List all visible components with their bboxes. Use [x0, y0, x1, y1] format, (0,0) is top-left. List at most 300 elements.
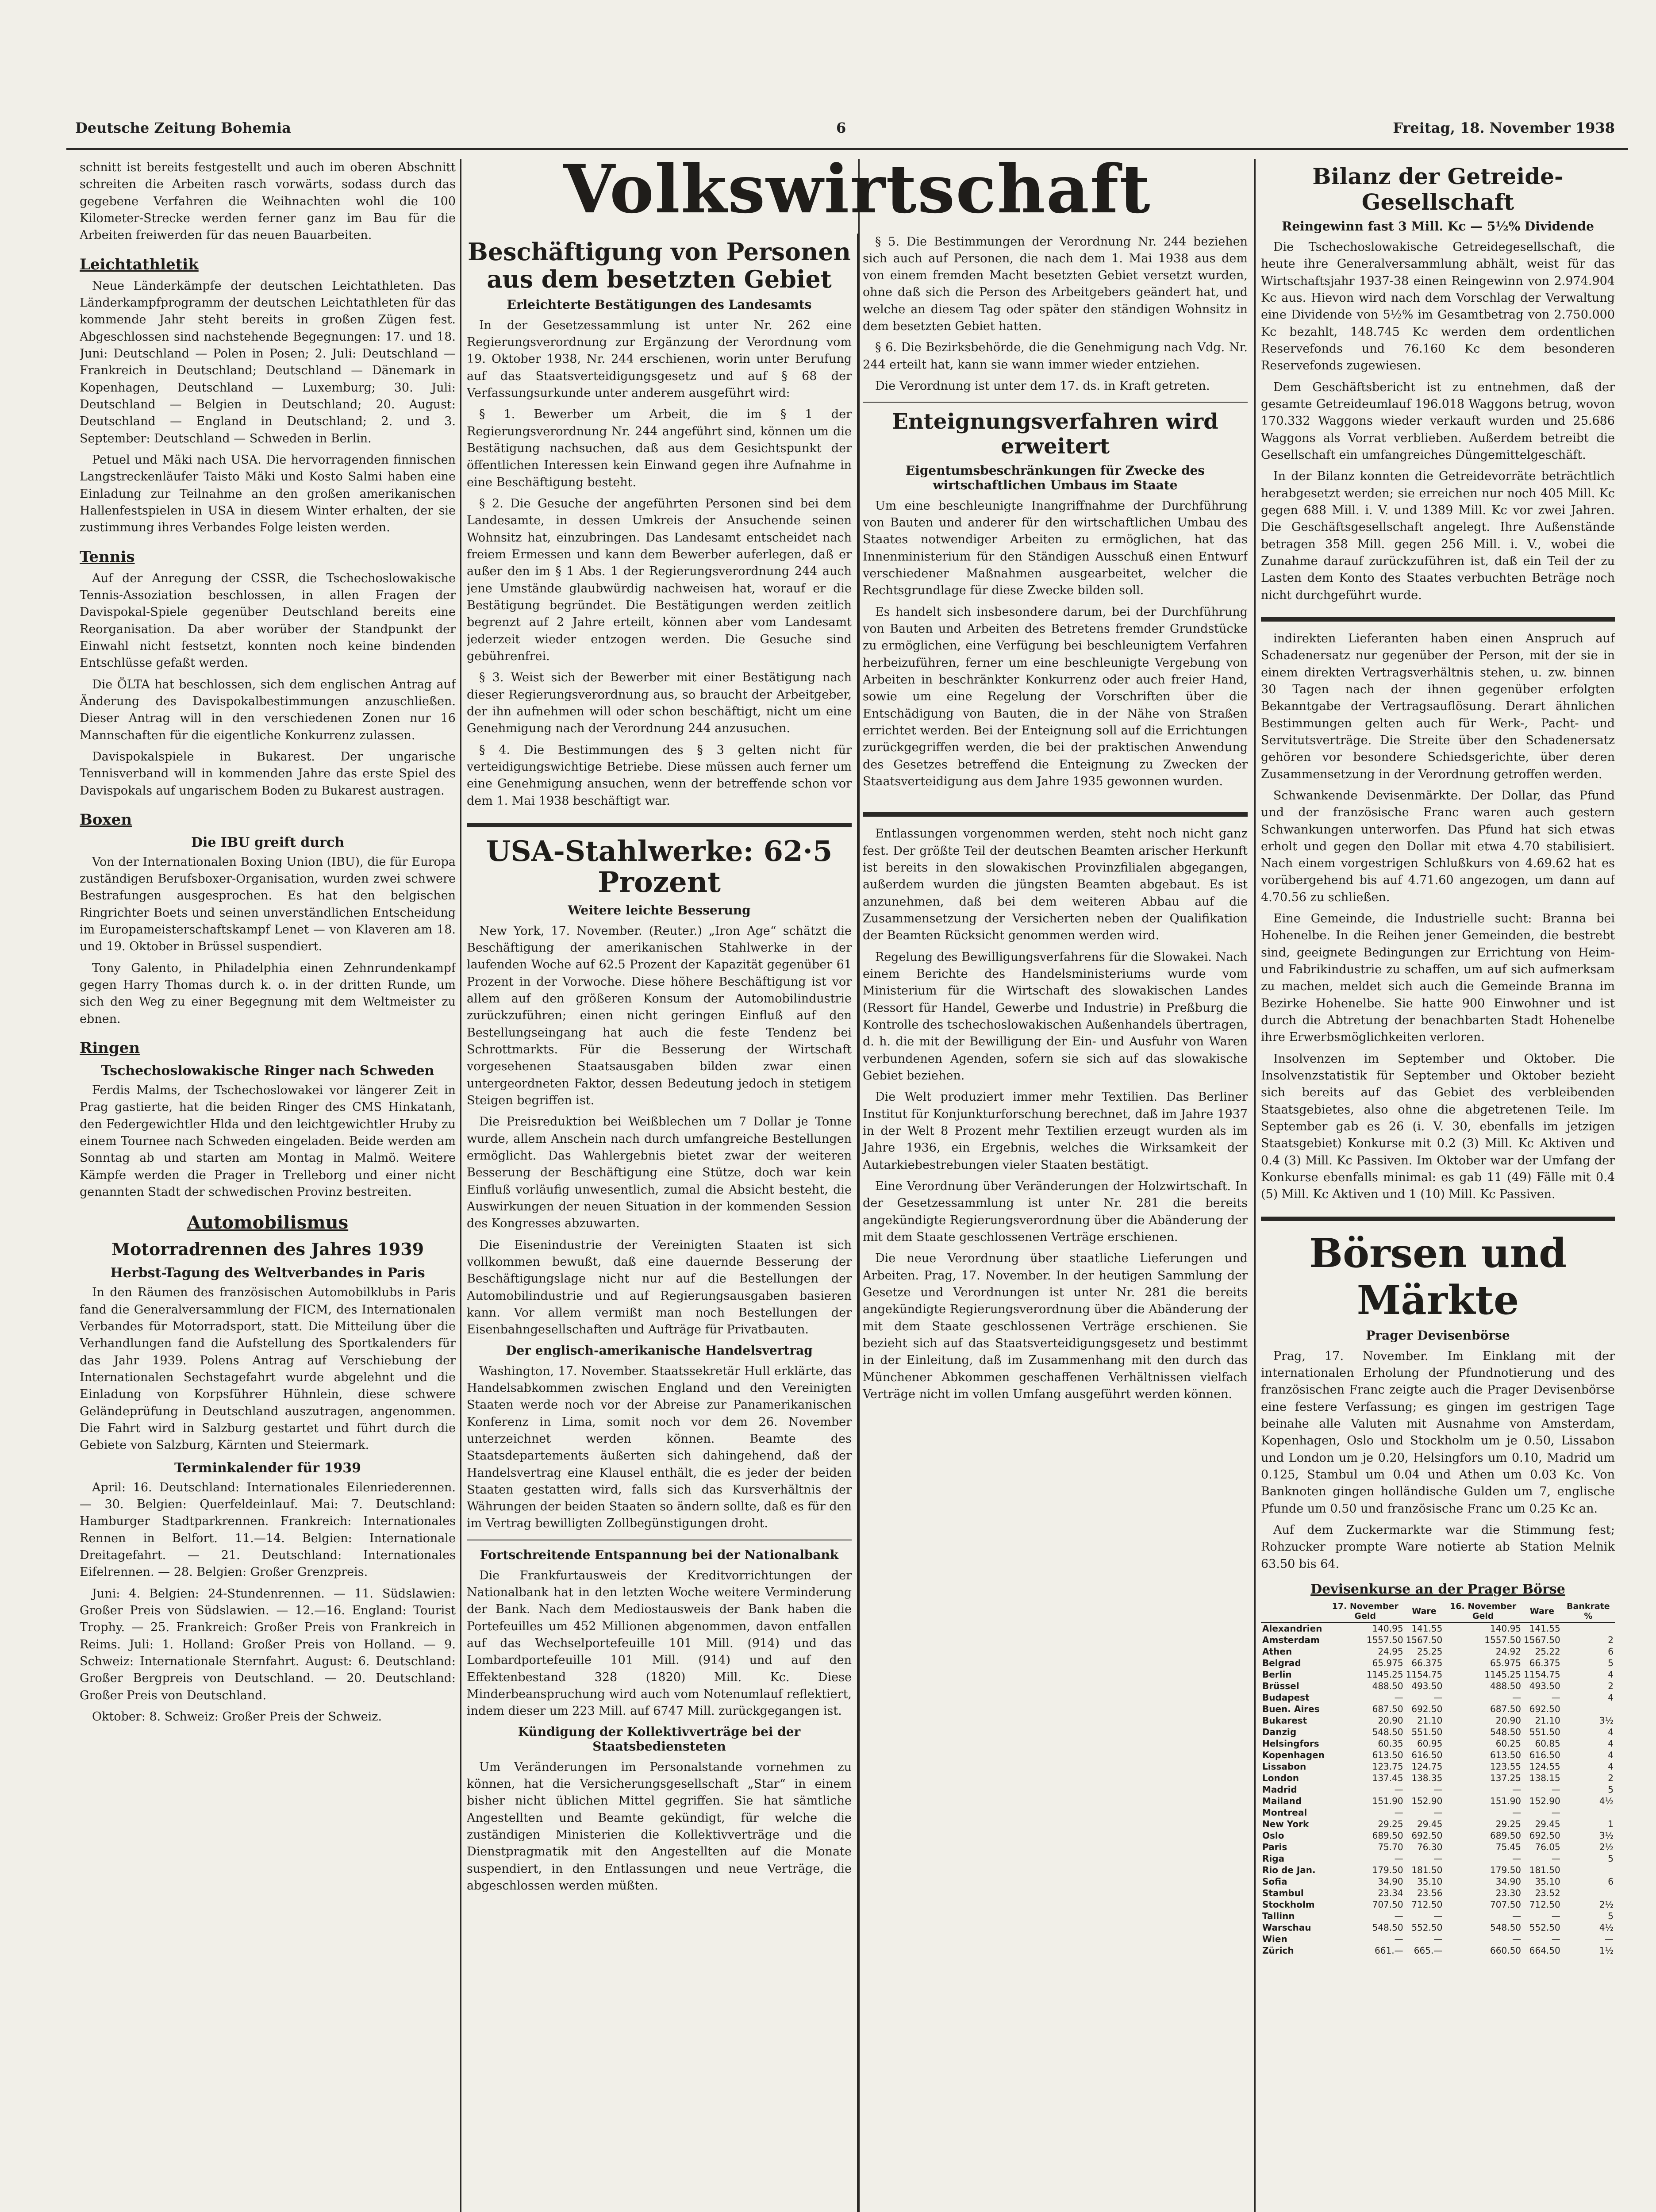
fx-cell: —	[1394, 1784, 1403, 1795]
fx-row	[1261, 1910, 1615, 1922]
article-subtitle: Weitere leichte Besserung	[568, 902, 751, 918]
fx-cell: 20.90	[1495, 1715, 1522, 1726]
fx-cell: —	[1512, 1933, 1522, 1944]
fx-cell: 6	[1608, 1876, 1614, 1887]
paragraph: § 6. Die Bezirksbehörde, die die Genehmigung nach Vdg. Nr. 244 erteilt hat, kann sie wann immer wieder entziehen.	[863, 341, 1248, 372]
fx-cell: Berlin	[1262, 1669, 1292, 1680]
fx-row	[1261, 1945, 1615, 1956]
fx-cell: 616.50	[1529, 1749, 1560, 1760]
fx-cell: 6	[1608, 1646, 1614, 1657]
fx-row	[1261, 1807, 1615, 1818]
fx-table	[1261, 1601, 1615, 1956]
fx-cell: 4	[1608, 1692, 1614, 1703]
fx-cell: —	[1512, 1692, 1522, 1703]
fx-cell: 140.95	[1372, 1623, 1403, 1634]
paragraph: indirekten Lieferanten haben einen Anspruch auf Schadenersatz nur gegenüber der Person, mit der sie in einem direkten Vertragsverhältnis stehen, u. zw. binnen 30 Tagen nach der ihnen gegenüber erfolgten Bekanntgabe der Vertragsauflösung. Derart ähnlichen Bestimmungen gelten auch für Werk-, Pacht- und Servitutsverträge. Die Streite über den Schadenersatz gehören vor besondere Schiedsgerichte, über deren Zusammensetzung in der Verordnung getroffen werden.	[1261, 631, 1615, 781]
fx-cell: 66.375	[1529, 1657, 1560, 1668]
fx-cell: 60.35	[1378, 1738, 1403, 1749]
paragraph: In der Gesetzessammlung ist unter Nr. 262 eine Regierungsverordnung zur Ergänzung der Verordnung vom 19. Oktober 1938, Nr. 244 erschienen, worin unter Berufung auf das Staatsverteidigungsgesetz und auf § 68 der Verfassungsurkunde unter anderem ausgeführt wird:	[467, 318, 852, 400]
fx-cell: 664.50	[1529, 1945, 1560, 1956]
fx-cell: 151.90	[1490, 1795, 1522, 1806]
fx-row	[1261, 1646, 1615, 1657]
fx-cell: 181.50	[1411, 1864, 1443, 1875]
sub-head: Tschechoslowakische Ringer nach Schweden	[101, 1063, 434, 1079]
sub-head: Motorradrennen des Jahres 1939	[111, 1239, 424, 1260]
paragraph: § 2. Die Gesuche der angeführten Personen sind bei dem Landesamte, in dessen Umkreis der Ansuchende seinen Wohnsitz hat, einzubringen. Das Landesamt entscheidet nach freiem Ermessen und kann dem Bewerber auferlegen, daß er außer den im § 1 Abs. 1 der Regierungsverordnung 244 auch jene Umstände glaubwürdig nachweisen hat, worauf er die Bestätigung begründet. Die Bestätigungen werden zeitlich begrenzt auf 2 Jahre erteilt, können aber vom Landesamt jederzeit wieder entzogen werden. Die Gesuche sind gebührenfrei.	[467, 496, 852, 663]
fx-cell: 1½	[1599, 1945, 1614, 1956]
fx-cell: Buen. Aires	[1262, 1703, 1320, 1714]
fx-row	[1261, 1876, 1615, 1887]
paragraph: Von der Internationalen Boxing Union (IBU), die für Europa zuständigen Berufsboxer-Organisation, wurden zwei schwere Bestrafungen ausgesprochen. Es hat den belgischen Ringrichter Boets und seinen unverständlichen Entscheidung im Europameisterschaftskampf Lenet — von Klaveren am 18. und 19. Oktober in Brüssel suspendiert.	[80, 855, 456, 954]
paragraph: Neue Länderkämpfe der deutschen Leichtathleten. Das Länderkampfprogramm der deutschen Leichtathleten für das kommende Jahr steht bereits in großen Zügen fest. Abgeschlossen sind nachstehende Begegnungen: 17. und 18. Juni: Deutschland — Polen in Posen; 2. Juli: Deutschland — Frankreich in Deutschland; Deutschland — Dänemark in Kopenhagen, Deutschland — Luxemburg; 30. Juli: Deutschland — Belgien in Deutschland; 20. August: Deutschland — England in Deutschland; 2. und 3. September: Deutschland — Schweden in Berlin.	[80, 279, 456, 445]
fx-cell: —	[1551, 1692, 1560, 1703]
paragraph: Insolvenzen im September und Oktober. Die Insolvenzstatistik für September und Oktober bezieht sich bereits auf das Gebiet des verbleibenden Staatsgebietes, also ohne die abgetretenen Teile. Im September gab es 26 (i. V. 30, ebenfalls im jetzigen Staatsgebiet) Konkurse mit 0.2 (3) Mill. Kc Aktiven und 0.4 (3) Mill. Kc Passiven. Im Oktober war der Umfang der Konkurse ebenfalls minimal: es gab 11 (49) Fälle mit 0.4 (5) Mill. Kc Aktiven und 1 (10) Mill. Kc Passiven.	[1261, 1052, 1615, 1202]
fx-cell: 24.95	[1378, 1646, 1403, 1657]
fx-cell: 1567.50	[1406, 1634, 1443, 1645]
fx-cell: Mailand	[1262, 1795, 1302, 1806]
fx-cell: Wien	[1262, 1933, 1287, 1944]
article-subtitle: Eigentumsbeschränkungen für Zwecke des wirtschaftlichen Umbaus im Staate	[905, 463, 1205, 492]
fx-cell: 692.50	[1411, 1703, 1443, 1714]
fx-cell	[1562, 1703, 1615, 1715]
paragraph: Die neue Verordnung über staatliche Lieferungen und Arbeiten. Prag, 17. November. In der heutigen Sammlung der Gesetze und Verordnungen ist unter Nr. 281 die bereits angekündigte Regierungsverordnung über die Abänderung der mit dem Staate geschlossenen Verträge erschienen. Sie bezieht sich auf das Staatsverteidigungsgesetz und bestimmt in der Einleitung, daß im Zusammenhang mit den durch das Münchener Abkommen geschaffenen Verhältnissen vielfach Verträge nicht im vollen Umfang ausgeführt werden können.	[863, 1252, 1248, 1401]
volkswirtschaft-right-column	[863, 234, 1248, 1408]
paragraph: Es handelt sich insbesondere darum, bei der Durchführung von Bauten und Arbeiten des Betretens fremder Grundstücke zu ermöglichen, eine Verfügung bei beschleunigtem Verfahren herbeizuführen, ferner um eine beschleunigte Vergebung von Arbeiten in beschränkter Konkurrenz oder auch freier Hand, sowie um eine Regelung der Vorschriften über die Entschädigung von Bauten, die in der Nähe von Straßen errichtet werden. Bei der Enteignung soll auf die Errichtungen zurückgegriffen werden, die bei der praktischen Anwendung des Gesetzes betreffend die Enteignung zu Zwecken der Staatsverteidigung aus dem Jahre 1935 gewonnen wurden.	[863, 605, 1248, 789]
fx-cell: 613.50	[1372, 1749, 1403, 1760]
paragraph: Die Eisenindustrie der Vereinigten Staaten ist sich vollkommen bewußt, daß eine dauernde Besserung der Beschäftigungslage nicht nur auf die Bestellungen der Automobilindustrie und auf Regierungsausgaben basieren kann. Vor allem vermißt man noch Bestellungen der Eisenbahngesellschaften und Aufträge für Privatbauten.	[467, 1238, 852, 1337]
article-subtitle: Reingewinn fast 3 Mill. Kc — 5½% Dividende	[1282, 219, 1594, 234]
fx-cell: 152.90	[1411, 1795, 1443, 1806]
fx-cell: 29.25	[1495, 1818, 1522, 1829]
fx-cell: 76.05	[1535, 1841, 1560, 1852]
fx-cell: 488.50	[1372, 1680, 1403, 1691]
fx-table-body	[1261, 1622, 1615, 1956]
page-number: 6	[836, 119, 846, 136]
fx-row	[1261, 1922, 1615, 1933]
fx-cell: 551.50	[1529, 1726, 1560, 1737]
paragraph: Regelung des Bewilligungsverfahrens für die Slowakei. Nach einem Berichte des Handelsministeriums wurde vom Ministerium für die Wirtschaft des slowakischen Landes (Ressort für Handel, Gewerbe und Industrie) in Preßburg die Kontrolle des tschechoslowakischen Außenhandels übertragen, d. h. die mit der Bewilligung der Ein- und Ausfuhr von Waren verbundenen Agenden, sofern sie sich auf das slowakische Gebiet beziehen.	[863, 950, 1248, 1083]
fx-cell: 5	[1608, 1910, 1614, 1921]
fx-cell: 692.50	[1411, 1830, 1443, 1841]
fx-cell: Tallinn	[1262, 1910, 1295, 1921]
fx-cell: 29.25	[1378, 1818, 1403, 1829]
fx-cell: 124.75	[1411, 1761, 1443, 1772]
fx-cell: 687.50	[1372, 1703, 1403, 1714]
fx-cell: Zürich	[1262, 1945, 1294, 1956]
article-divider	[467, 823, 852, 827]
section-head: Ringen	[80, 1039, 140, 1057]
fx-cell: Oslo	[1262, 1830, 1284, 1841]
fx-cell: 692.50	[1529, 1703, 1560, 1714]
fx-cell: Budapest	[1262, 1692, 1310, 1703]
fx-cell: 179.50	[1490, 1864, 1522, 1875]
fx-cell: 65.975	[1490, 1657, 1522, 1668]
fx-row	[1261, 1933, 1615, 1945]
fx-row	[1261, 1818, 1615, 1830]
article-divider	[863, 402, 1248, 403]
fx-cell: —	[1394, 1910, 1403, 1921]
article-subtitle: Prager Devisenbörse	[1366, 1328, 1510, 1343]
column-rule-3	[1254, 159, 1256, 2212]
fx-row	[1261, 1887, 1615, 1899]
section-head: Boxen	[80, 810, 132, 829]
fx-cell: —	[1433, 1853, 1443, 1864]
fx-cell: 4	[1608, 1761, 1614, 1772]
paragraph: Davispokalspiele in Bukarest. Der ungarische Tennisverband will in kommenden Jahre das erste Spiel des Davispokals auf ungarischem Boden zu Bukarest austragen.	[80, 749, 456, 798]
fx-cell: 34.90	[1378, 1876, 1403, 1887]
fx-column-header: Ware	[1405, 1601, 1444, 1622]
fx-cell: 689.50	[1490, 1830, 1522, 1841]
fx-cell: 548.50	[1372, 1922, 1403, 1933]
fx-cell: 123.55	[1490, 1761, 1522, 1772]
sub-head: Herbst-Tagung des Weltverbandes in Paris	[110, 1265, 425, 1281]
fx-cell: —	[1551, 1807, 1560, 1818]
fx-cell: 2½	[1599, 1841, 1614, 1852]
article-divider	[1261, 617, 1615, 622]
newspaper-page	[66, 102, 1628, 2212]
fx-cell: 1557.50	[1366, 1634, 1403, 1645]
fx-cell: 60.85	[1535, 1738, 1560, 1749]
fx-cell: 24.92	[1495, 1646, 1522, 1657]
article-subhead: Fortschreitende Entspannung bei der Nationalbank	[480, 1547, 839, 1562]
fx-cell: New York	[1262, 1818, 1309, 1829]
fx-row	[1261, 1703, 1615, 1715]
fx-cell	[1562, 1807, 1615, 1818]
fx-cell: 665.—	[1414, 1945, 1443, 1956]
fx-cell: 3½	[1599, 1715, 1614, 1726]
intro-paragraph: schnitt ist bereits festgestellt und auch im oberen Abschnitt schreiten die Arbeiten rasch vorwärts, sodass durch das gegebene Verfahren die Weihnachten wohl die 100 Kilometer-Strecke werden ferner ganz im Bau für die Arbeiten freiwerden für das neuen Bauarbeiten.	[80, 161, 456, 242]
fx-cell: 552.50	[1529, 1922, 1560, 1933]
paragraph: Die Preisreduktion bei Weißblechen um 7 Dollar je Tonne wurde, allem Anschein nach durch umfangreiche Bestellungen ermöglicht. Das Wahlergebnis bietet zwar der weiteren Besserung der Beschäftigung eine Stütze, doch war kein Einfluß vorläufig unwesentlich, zumal die Absicht besteht, die Auswirkungen der neuen Situation in der kommenden Session des Kongresses abzuwarten.	[467, 1115, 852, 1231]
fx-cell: 488.50	[1490, 1680, 1522, 1691]
fx-cell: 20.90	[1378, 1715, 1403, 1726]
fx-cell: 712.50	[1529, 1899, 1560, 1910]
fx-cell: 1154.75	[1406, 1669, 1443, 1680]
fx-cell: 75.45	[1495, 1841, 1522, 1852]
paragraph: April: 16. Deutschland: Internationales Eilenriederennen. — 30. Belgien: Querfeldeinlauf. Mai: 7. Deutschland: Hamburger Stadtparkrennen. Frankreich: Internationales Rennen in Belfort. 11.—14. Belgien: Internationale Dreitagefahrt. — 21. Deutschland: Internationales Eifelrennen. — 28. Belgien: Großer Grenzpreis.	[80, 1480, 456, 1579]
fx-cell: 4½	[1599, 1795, 1614, 1806]
fx-cell: 137.45	[1372, 1772, 1403, 1783]
fx-row	[1261, 1864, 1615, 1876]
fx-cell	[1562, 1864, 1615, 1876]
article-subhead: Der englisch-amerikanische Handelsvertrag	[506, 1343, 813, 1358]
fx-cell: —	[1512, 1853, 1522, 1864]
fx-cell: Warschau	[1262, 1922, 1311, 1933]
fx-cell: 35.10	[1535, 1876, 1560, 1887]
paragraph: Um Veränderungen im Personalstande vornehmen zu können, hat die Versicherungsgesellschaft „Star“ in einem bisher nicht üblichen Mittel gegriffen. Sie hat sämtliche Angestellten und Beamte gekündigt, für welche die zuständigen Ministerien die Kollektivverträge und die Dienstpragmatik mit den Angestellten auf die Monate suspendiert, in den Entlassungen und neue Verträge, die abgeschlossen werden müßten.	[467, 1760, 852, 1893]
inner-column-rule	[857, 234, 858, 2212]
paragraph: Die ÖLTA hat beschlossen, sich dem englischen Antrag auf Änderung des Davispokalbestimmungen anzuschließen. Dieser Antrag will in den verschiedenen Zonen nur 16 Mannschaften für die eigentliche Konkurrenz zulassen.	[80, 677, 456, 742]
section-head: Automobilismus	[187, 1212, 349, 1233]
section-leichtathletik	[80, 256, 456, 537]
fx-column-header: 17. November Geld	[1326, 1601, 1405, 1622]
fx-cell: 4	[1608, 1726, 1614, 1737]
fx-cell: 548.50	[1490, 1922, 1522, 1933]
fx-cell: 1145.25	[1366, 1669, 1403, 1680]
fx-cell: Stockholm	[1262, 1899, 1315, 1910]
fx-cell: 493.50	[1529, 1680, 1560, 1691]
paragraph: Oktober: 8. Schweiz: Großer Preis der Schweiz.	[92, 1709, 382, 1724]
fx-cell: 65.975	[1372, 1657, 1403, 1668]
fx-cell: 687.50	[1490, 1703, 1522, 1714]
paragraph: Eine Gemeinde, die Industrielle sucht: Branna bei Hohenelbe. In die Reihen jener Gemeinden, die bestrebt sind, geeignete Bedingungen zur Errichtung von Heim- und Fabrikindustrie zu schaffen, um auf sich aufmerksam zu machen, meldet sich auch die Gemeinde Branna im Bezirke Hohenelbe. Sie hatte 900 Einwohner und ist durch die Abtretung der benachbarten Stadt Hohenelbe ihre Erwerbsmöglichkeiten verloren.	[1261, 912, 1615, 1045]
fx-cell: Danzig	[1262, 1726, 1297, 1737]
fx-cell: 60.25	[1495, 1738, 1522, 1749]
fx-cell: 1145.25	[1484, 1669, 1522, 1680]
fx-cell: 4	[1608, 1738, 1614, 1749]
section-tennis	[80, 548, 456, 799]
fx-cell: 25.25	[1417, 1646, 1443, 1657]
fx-cell: —	[1433, 1933, 1443, 1944]
fx-cell: 34.90	[1495, 1876, 1522, 1887]
paragraph: Auf der Anregung der CSSR, die Tschechoslowakische Tennis-Assoziation beschlossen, in allen Fragen der Davispokal-Spiele gegenüber Deutschland bereits eine Reorganisation. Da aber worüber der Standpunkt der Einwahl nicht festsetzt, konnten noch keine bindenden Entschlüsse gefaßt werden.	[80, 571, 456, 670]
fx-cell: 1	[1608, 1818, 1614, 1829]
fx-row	[1261, 1634, 1615, 1646]
fx-cell: —	[1433, 1910, 1443, 1921]
fx-cell: —	[1512, 1784, 1522, 1795]
header-rule	[66, 148, 1628, 150]
fx-column-header	[1261, 1601, 1326, 1622]
running-head-date: Freitag, 18. November 1938	[1393, 119, 1615, 136]
fx-cell: —	[1512, 1910, 1522, 1921]
article-title: Enteignungsverfahren wird erweitert	[892, 409, 1218, 459]
fx-cell: Montreal	[1262, 1807, 1307, 1818]
fx-cell: 5	[1608, 1784, 1614, 1795]
fx-row	[1261, 1622, 1615, 1634]
fx-cell: —	[1551, 1933, 1560, 1944]
fx-cell: 23.30	[1495, 1887, 1522, 1898]
fx-row	[1261, 1761, 1615, 1772]
article-divider	[1261, 1217, 1615, 1221]
fx-row	[1261, 1899, 1615, 1910]
fx-cell: Belgrad	[1262, 1657, 1301, 1668]
fx-column-header: Ware	[1522, 1601, 1562, 1622]
fx-cell: —	[1512, 1807, 1522, 1818]
fx-cell: Helsingfors	[1262, 1738, 1319, 1749]
fx-cell: —	[1394, 1933, 1403, 1944]
fx-cell: 60.95	[1417, 1738, 1443, 1749]
fx-cell: Paris	[1262, 1841, 1287, 1852]
fx-row	[1261, 1784, 1615, 1795]
fx-cell: Riga	[1262, 1853, 1285, 1864]
paragraph: In den Räumen des französischen Automobilklubs in Paris fand die Generalversammlung der FICM, des Internationalen Verbandes für Motorradsport, statt. Die Mitteilung über die Verhandlungen fand die Aufstellung des Sportkalenders für das Jahr 1939. Polens Antrag auf Verschiebung der Internationalen Sechstagefahrt wurde abgelehnt und die Einladung von Korpsführer Hühnlein, diese schwere Geländeprüfung in Deutschland auszutragen, angenommen. Die Fahrt wird in Salzburg gestartet und führt durch die Gebiete von Salzburg, Kärnten und Steiermark.	[80, 1286, 456, 1452]
paragraph: Washington, 17. November. Staatssekretär Hull erklärte, das Handelsabkommen zwischen England und den Vereinigten Staaten werde noch vor der Abreise zur Panamerikanischen Konferenz in Lima, somit noch vor dem 26. November unterzeichnet werden können. Beamte des Staatsdepartements äußerten sich dahingehend, daß der Handelsvertrag eine Klausel enthält, die es jeder der beiden Staaten gestatten wird, falls sich das Kursverhältnis der Währungen der beiden Staaten so ändern sollte, daß es für den im Vertrag bewilligten Zollbegünstigungen droht.	[467, 1364, 852, 1531]
fx-cell: 123.75	[1372, 1761, 1403, 1772]
fx-cell: 141.55	[1411, 1623, 1443, 1634]
fx-cell: —	[1551, 1910, 1560, 1921]
fx-cell: Madrid	[1262, 1784, 1297, 1795]
fx-cell: 552.50	[1411, 1922, 1443, 1933]
fx-cell: 29.45	[1417, 1818, 1443, 1829]
fx-cell: —	[1394, 1807, 1403, 1818]
fx-cell: Sofia	[1262, 1876, 1287, 1887]
fx-cell: 21.10	[1417, 1715, 1443, 1726]
fx-row	[1261, 1669, 1615, 1680]
fx-cell: 124.55	[1529, 1761, 1560, 1772]
paragraph: Die Welt produziert immer mehr Textilien. Das Berliner Institut für Konjunkturforschung berechnet, daß im Jahre 1937 in der Welt 8 Prozent mehr Textilien erzeugt wurden als im Jahre 1936, ein Ergebnis, welches die Wirksamkeit der Autarkiebestrebungen vieler Staaten bestätigt.	[863, 1090, 1248, 1172]
fx-cell: 152.90	[1529, 1795, 1560, 1806]
fx-cell: —	[1433, 1807, 1443, 1818]
fx-cell: 138.35	[1411, 1772, 1443, 1783]
paragraph: In der Bilanz konnten die Getreidevorräte beträchtlich herabgesetzt werden; sie erreichen nur noch 405 Mill. Kc gegen 688 Mill. i. V. und 1389 Mill. Kc vor zwei Jahren. Die Geschäftsgesellschaft angelegt. Ihre Außenstände betragen 358 Mill. gegen 256 Mill. i. V., wobei die Zunahme darauf zurückzuführen ist, daß ein Teil der zu Lasten dem Konto des Staates verbuchten Beträge noch nicht durchgeführt wurde.	[1261, 469, 1615, 602]
fx-row	[1261, 1841, 1615, 1853]
fx-cell: 1567.50	[1524, 1634, 1560, 1645]
article-title: Bilanz der Getreide-Gesellschaft	[1312, 163, 1564, 215]
fx-row	[1261, 1738, 1615, 1749]
paragraph: Die Tschechoslowakische Getreidegesellschaft, die heute ihre Generalversammlung abhält, weist für das Wirtschaftsjahr 1937-38 einen Reingewinn von 2.974.904 Kc aus. Hievon wird nach dem Vorschlag der Verwaltung eine Dividende von 5½% im Gesamtbetrag von 2.750.000 Kc bezahlt, 148.745 Kc werden dem ordentlichen Reservefonds und 76.160 Kc dem besonderen Reservefonds zugewiesen.	[1261, 240, 1615, 373]
volkswirtschaft-column	[467, 159, 1248, 2212]
fx-cell: 5	[1608, 1853, 1614, 1864]
fx-cell: 76.30	[1417, 1841, 1443, 1852]
fx-cell: Kopenhagen	[1262, 1749, 1325, 1760]
paragraph: Auf dem Zuckermarkte war die Stimmung fest; Rohzucker prompte Ware notierte ab Station Melnik 63.50 bis 64.	[1261, 1523, 1615, 1571]
fx-cell: 548.50	[1372, 1726, 1403, 1737]
fx-cell: 5	[1608, 1657, 1614, 1668]
section-automobilismus	[80, 1212, 456, 1725]
fx-cell: 2	[1608, 1772, 1614, 1783]
fx-cell: 707.50	[1372, 1899, 1403, 1910]
boerse-masthead: Börsen und Märkte	[1309, 1229, 1567, 1324]
paragraph: § 3. Weist sich der Bewerber mit einer Bestätigung nach dieser Regierungsverordnung aus, so braucht der Arbeitgeber, der ihn aufnehmen will oder schon beschäftigt, nicht um eine Genehmigung nach der Verordnung 244 anzusuchen.	[467, 671, 852, 736]
fx-cell: —	[1394, 1853, 1403, 1864]
paragraph: Eine Verordnung über Veränderungen der Holzwirtschaft. In der Gesetzessammlung ist unter Nr. 281 die bereits angekündigte Regierungsverordnung über die Abänderung der mit dem Staate geschlossenen Verträge erschienen.	[863, 1179, 1248, 1244]
fx-row	[1261, 1680, 1615, 1692]
fx-cell: Lissabon	[1262, 1761, 1306, 1772]
article-divider	[863, 812, 1248, 817]
fx-cell	[1562, 1887, 1615, 1899]
paragraph: § 4. Die Bestimmungen des § 3 gelten nicht für verteidigungswichtige Betriebe. Diese müssen auch ferner um eine Genehmigung ansuchen, wenn der betreffende schon vor dem 1. Mai 1938 beschäftigt war.	[467, 743, 852, 808]
fx-cell: 616.50	[1411, 1749, 1443, 1760]
article-subtitle: Erleichterte Bestätigungen des Landesamts	[507, 297, 812, 312]
fx-cell: 181.50	[1529, 1864, 1560, 1875]
fx-cell: 551.50	[1411, 1726, 1443, 1737]
section-masthead: Volkswirtschaft	[563, 159, 1151, 228]
fx-cell: 138.15	[1529, 1772, 1560, 1783]
fx-cell: 712.50	[1411, 1899, 1443, 1910]
fx-cell: Brüssel	[1262, 1680, 1299, 1691]
fx-cell: 2	[1608, 1680, 1614, 1691]
fx-cell: —	[1551, 1853, 1560, 1864]
fx-row	[1261, 1749, 1615, 1761]
fx-cell: Stambul	[1262, 1887, 1304, 1898]
fx-cell: Athen	[1262, 1646, 1292, 1657]
paragraph: Juni: 4. Belgien: 24-Stundenrennen. — 11. Südslawien: Großer Preis von Südslawien. — 12.—16. England: Tourist Trophy. — 25. Frankreich: Großer Preis von Frankreich in Reims. Juli: 1. Holland: Großer Preis von Holland. — 9. Schweiz: Internationale Sternfahrt. August: 6. Deutschland: Großer Bergpreis von Deutschland. — 20. Deutschland: Großer Preis von Deutschland.	[80, 1586, 456, 1702]
fx-cell: 35.10	[1417, 1876, 1443, 1887]
article-title: USA-Stahlwerke: 62·5 Prozent	[486, 834, 833, 899]
paragraph: Petuel und Mäki nach USA. Die hervorragenden finnischen Langstreckenläufer Taisto Mäki und Kosto Salmi haben eine Einladung zur Teilnahme an den großen amerikanischen Hallenfestspielen in USA in diesem Winter erhalten, der sie zustimmung ihres Verbandes Folge leisten werden.	[80, 453, 456, 535]
fx-row	[1261, 1715, 1615, 1726]
fx-cell: —	[1433, 1692, 1443, 1703]
fx-row	[1261, 1795, 1615, 1807]
fx-cell: —	[1551, 1784, 1560, 1795]
paragraph: § 1. Bewerber um Arbeit, die im § 1 der Regierungsverordnung Nr. 244 angeführt sind, können um die Bestätigung nachsuchen, daß aus dem Gesichtspunkt der öffentlichen Interessen kein Einwand gegen ihre Aufnahme in eine Beschäftigung besteht.	[467, 407, 852, 489]
paragraph: Dem Geschäftsbericht ist zu entnehmen, daß der gesamte Getreideumlauf 196.018 Waggons betrug, wovon 170.332 Waggons wieder verkauft wurden und 25.686 Waggons als Vorrat verblieben. Außerdem betreibt die Gesellschaft ein umfangreiches Düngemittelgeschäft.	[1261, 380, 1615, 462]
fx-cell: London	[1262, 1772, 1299, 1783]
fx-cell: 2	[1608, 1634, 1614, 1645]
sub-head: Die IBU greift durch	[191, 834, 345, 850]
running-head-left: Deutsche Zeitung Bohemia	[75, 119, 291, 136]
fx-cell: —	[1433, 1784, 1443, 1795]
fx-cell: 3½	[1599, 1830, 1614, 1841]
fx-cell: 661.—	[1375, 1945, 1403, 1956]
fx-cell: 4	[1608, 1749, 1614, 1760]
fx-row	[1261, 1830, 1615, 1841]
fx-cell: 1154.75	[1524, 1669, 1560, 1680]
fx-cell: 23.56	[1417, 1887, 1443, 1898]
fx-cell: 21.10	[1535, 1715, 1560, 1726]
fx-cell: 4	[1608, 1669, 1614, 1680]
fx-column-header: Bankrate %	[1562, 1601, 1615, 1622]
paragraph: New York, 17. November. (Reuter.) „Iron Age“ schätzt die Beschäftigung der amerikanischen Stahlwerke in der laufenden Woche auf 62.5 Prozent der Kapazität gegenüber 61 Prozent in der Vorwoche. Diese höhere Beschäftigung ist vor allem auf den größeren Konsum der Automobilindustrie zurückzuführen; einen nicht geringen Einfluß auf den Bestellungseingang hat auch die feste Tendenz bei Schrottmarkts. Für die Besserung der Wirtschaft vorgesehenen Staatsausgaben bilden zwar einen untergeordneten Faktor, dessen Bedeutung jedoch in stetigem Steigen begriffen ist.	[467, 924, 852, 1107]
fx-table-header	[1261, 1601, 1615, 1622]
fx-cell: 689.50	[1372, 1830, 1403, 1841]
fx-cell: 493.50	[1411, 1680, 1443, 1691]
fx-cell	[1562, 1622, 1615, 1634]
fx-cell: 707.50	[1490, 1899, 1522, 1910]
fx-cell: 75.70	[1378, 1841, 1403, 1852]
fx-row	[1261, 1772, 1615, 1784]
fx-row	[1261, 1853, 1615, 1864]
fx-cell: 29.45	[1535, 1818, 1560, 1829]
fx-cell: 1557.50	[1484, 1634, 1522, 1645]
sub-head: Terminkalender für 1939	[174, 1460, 361, 1476]
fx-cell: 25.22	[1535, 1646, 1560, 1657]
fx-cell: 137.25	[1490, 1772, 1522, 1783]
paragraph: Tony Galento, in Philadelphia einen Zehnrundenkampf gegen Harry Thomas durch k. o. in der dritten Runde, um sich den Weg zu einer Begegnung mit dem Weltmeister zu ebnen.	[80, 961, 456, 1026]
fx-cell: 613.50	[1490, 1749, 1522, 1760]
fx-cell: —	[1605, 1933, 1614, 1944]
paragraph: Entlassungen vorgenommen werden, steht noch nicht ganz fest. Der größte Teil der deutschen Beamten arischer Herkunft ist bereits in den slowakischen Provinzfilialen abgegangen, außerdem wurden die jüngsten Beamten abgebaut. Es ist anzunehmen, daß bei dem weiteren Abbau auf die Zusammensetzung der Versicherten neben der Qualifikation der Beamten Rücksicht genommen werden wird.	[863, 827, 1248, 943]
fx-cell: 151.90	[1372, 1795, 1403, 1806]
paragraph: Die Verordnung ist unter dem 17. ds. in Kraft getreten.	[875, 379, 1210, 393]
fx-cell: 548.50	[1490, 1726, 1522, 1737]
fx-cell: —	[1394, 1692, 1403, 1703]
column-rule-1	[460, 159, 461, 2212]
fx-cell: 141.55	[1529, 1623, 1560, 1634]
fx-row	[1261, 1692, 1615, 1703]
paragraph: Um eine beschleunigte Inangriffnahme der Durchführung von Bauten und anderer für den wirtschaftlichen Umbau des Staates notwendiger Arbeiten zu ermöglichen, hat das Innenministerium für den Ständigen Ausschuß einen Entwurf verschiedener Maßnahmen ausgearbeitet, welcher die Rechtsgrundlage für diese Zwecke bilden soll.	[863, 499, 1248, 598]
article-subhead: Kündigung der Kollektivverträge bei der Staatsbediensteten	[518, 1724, 801, 1754]
fx-cell: 4½	[1599, 1922, 1614, 1933]
section-head: Leichtathletik	[80, 255, 199, 273]
fx-cell: 140.95	[1490, 1623, 1522, 1634]
fx-cell: 2½	[1599, 1899, 1614, 1910]
fx-cell: 23.34	[1378, 1887, 1403, 1898]
paragraph: Die Frankfurtausweis der Kreditvorrichtungen der Nationalbank hat in den letzten Woche weitere Verminderung der Bank. Nach dem Mediostausweis der Bank haben die Portefeuilles um 452 Millionen abgenommen, davon entfallen auf das Wechselportefeuille 101 Mill. (914) und das Lombardportefeuille 101 Mill. (914) und auf den Effektenbestand 328 (1820) Mill. Kc. Diese Minderbeanspruchung wird auch vom Notenumlauf reflektiert, indem dieser um 223 Mill. auf 6747 Mill. zurückgegangen ist.	[467, 1568, 852, 1718]
fx-cell: 23.52	[1535, 1887, 1560, 1898]
paragraph: § 5. Die Bestimmungen der Verordnung Nr. 244 beziehen sich auch auf Personen, die nach dem 1. Mai 1938 aus dem von einem fremden Macht besetzten Gebiet versetzt wurden, ohne daß sich die Person des Arbeitgebers geändert hat, und welche an diesem Tag oder später den ständigen Wohnsitz in dem besetzten Gebiet hatten.	[863, 234, 1248, 334]
section-ringen	[80, 1039, 456, 1201]
volkswirtschaft-left-column	[467, 234, 852, 1899]
fx-cell: 660.50	[1490, 1945, 1522, 1956]
fx-cell: Rio de Jan.	[1262, 1864, 1316, 1875]
section-head: Tennis	[80, 548, 135, 566]
section-boxen	[80, 811, 456, 1028]
fx-cell: 692.50	[1529, 1830, 1560, 1841]
sport-column	[80, 159, 456, 2212]
fx-cell: Bukarest	[1262, 1715, 1307, 1726]
article-title: Beschäftigung von Personen aus dem besetzten Gebiet	[468, 237, 851, 293]
fx-cell: 179.50	[1372, 1864, 1403, 1875]
paragraph: Ferdis Malms, der Tschechoslowakei vor längerer Zeit in Prag gastierte, hat die beiden Ringer des CMS Hinkatanh, den Federgewichtler Hlda und den leichtgewichtler Hruby zu einem Tournee nach Schweden eingeladen. Beide werden am Sonntag ab und starten am Montag in Malmö. Weitere Kämpfe werden die Prager in Trelleborg und einer nicht genannten Stadt der schwedischen Provinz bestreiten.	[80, 1083, 456, 1199]
fx-cell: Amsterdam	[1262, 1634, 1320, 1645]
fx-column-header: 16. November Geld	[1444, 1601, 1522, 1622]
fx-table-title: Devisenkurse an der Prager Börse	[1310, 1581, 1565, 1597]
fx-cell: Alexandrien	[1262, 1623, 1322, 1634]
fx-cell: 66.375	[1411, 1657, 1443, 1668]
fx-row	[1261, 1726, 1615, 1738]
paragraph: Prag, 17. November. Im Einklang mit der internationalen Erholung der Pfundnotierung und des französischen Franc zeigte auch die Prager Devisenbörse eine festere Verfassung; es gingen im gestrigen Tage beinahe alle Valuten mit Ausnahme von Amsterdam, Kopenhagen, Oslo und Stockholm um je 0.50, Lissabon und London um je 0.20, Helsingfors um 0.10, Madrid um 0.125, Stambul um 0.04 und Athen um 0.03 Kc. Von Banknoten gingen holländische Gulden um 7, englische Pfunde um 0.50 und französische Franc um 0.25 Kc an.	[1261, 1349, 1615, 1516]
